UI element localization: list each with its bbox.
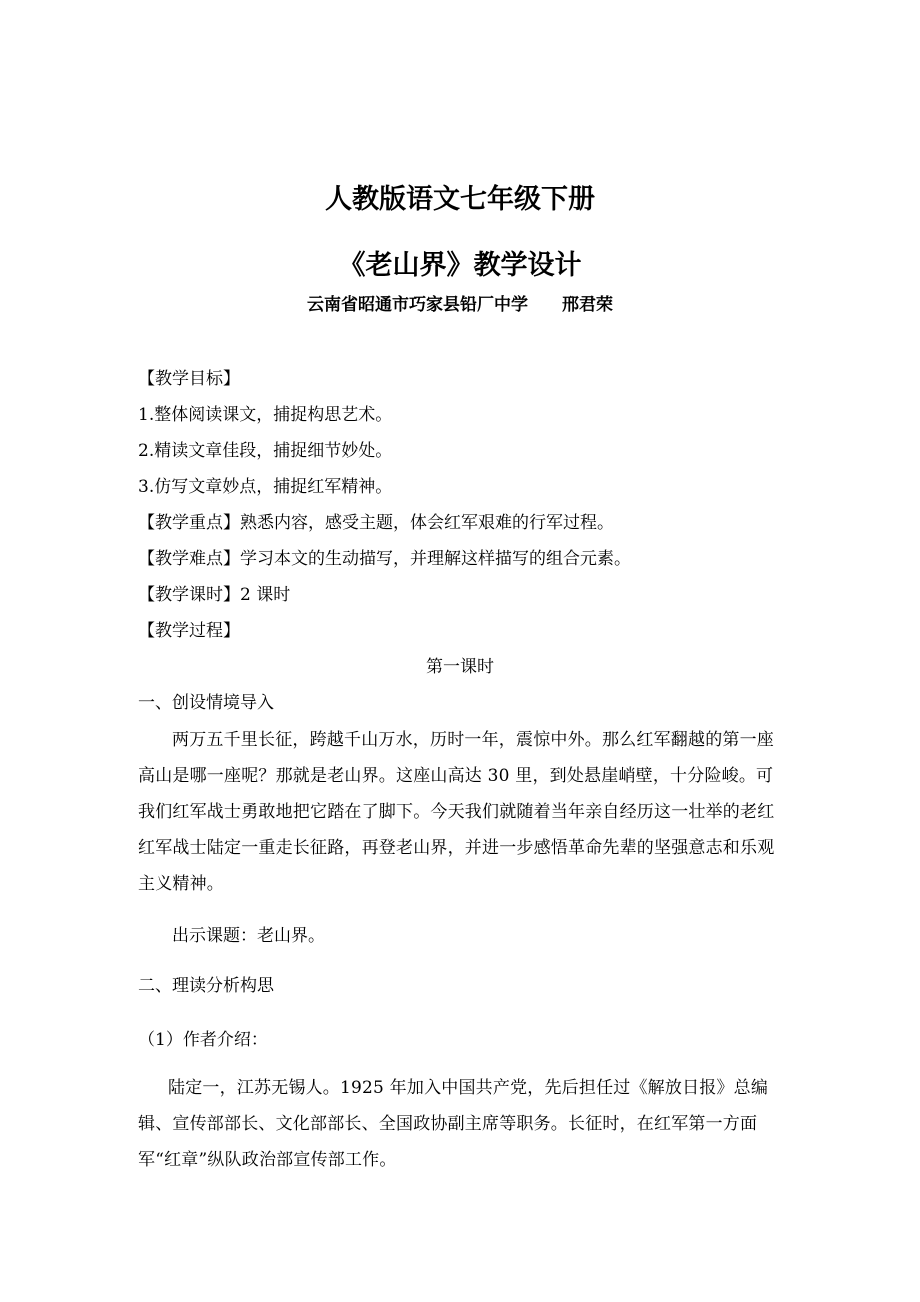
section1-paragraph: 两万五千里长征，跨越千山万水，历时一年，震惊中外。那么红军翻越的第一座高山是哪一座呢？那就是老山界。这座山高达 30 里，到处悬崖峭壁，十分险峻。可我们红军战士勇敢地把它踏在了脚下。今天我们就随着当年亲自经历这一壮举的老红红军战士陆定一重走长征路，再登老山界，并进一步感悟革命先辈的坚强意志和乐观主义精神。 bbox=[138, 730, 775, 894]
author-line bbox=[0, 292, 920, 318]
document-title: 人教版语文七年级下册 bbox=[325, 184, 595, 215]
class-hours: 【教学课时】2 课时 bbox=[138, 585, 291, 605]
key-points: 【教学重点】熟悉内容，感受主题，体会红军艰难的行军过程。 bbox=[138, 513, 614, 533]
document-subtitle: 《老山界》教学设计 bbox=[338, 250, 582, 281]
objective-item-1: 1.整体阅读课文，捕捉构思艺术。 bbox=[138, 405, 393, 425]
objective-item-2: 2.精读文章佳段，捕捉细节妙处。 bbox=[138, 441, 393, 461]
lesson-label: 第一课时 bbox=[426, 657, 494, 677]
difficulties: 【教学难点】学习本文的生动描写，并理解这样描写的组合元素。 bbox=[138, 549, 631, 569]
author-name: 邢君荣 bbox=[562, 295, 613, 315]
objective-item-3: 3.仿写文章妙点，捕捉红军精神。 bbox=[138, 477, 393, 497]
section1-heading: 一、创设情境导入 bbox=[138, 693, 274, 713]
section2-heading: 二、理读分析构思 bbox=[138, 976, 274, 996]
author-intro-heading: （1）作者介绍： bbox=[138, 1030, 268, 1050]
objectives-heading: 【教学目标】 bbox=[138, 369, 240, 389]
process-heading: 【教学过程】 bbox=[138, 621, 240, 641]
show-topic: 出示课题：老山界。 bbox=[172, 926, 325, 946]
author-intro-paragraph: 陆定一，江苏无锡人。1925 年加入中国共产党，先后担任过《解放日报》总编辑、宣传部部长、文化部部长、全国政协副主席等职务。长征时，在红军第一方面军“红章”纵队政治部宣传部工作。 bbox=[138, 1078, 769, 1170]
author-school: 云南省昭通市巧家县铅厂中学 bbox=[307, 295, 528, 315]
